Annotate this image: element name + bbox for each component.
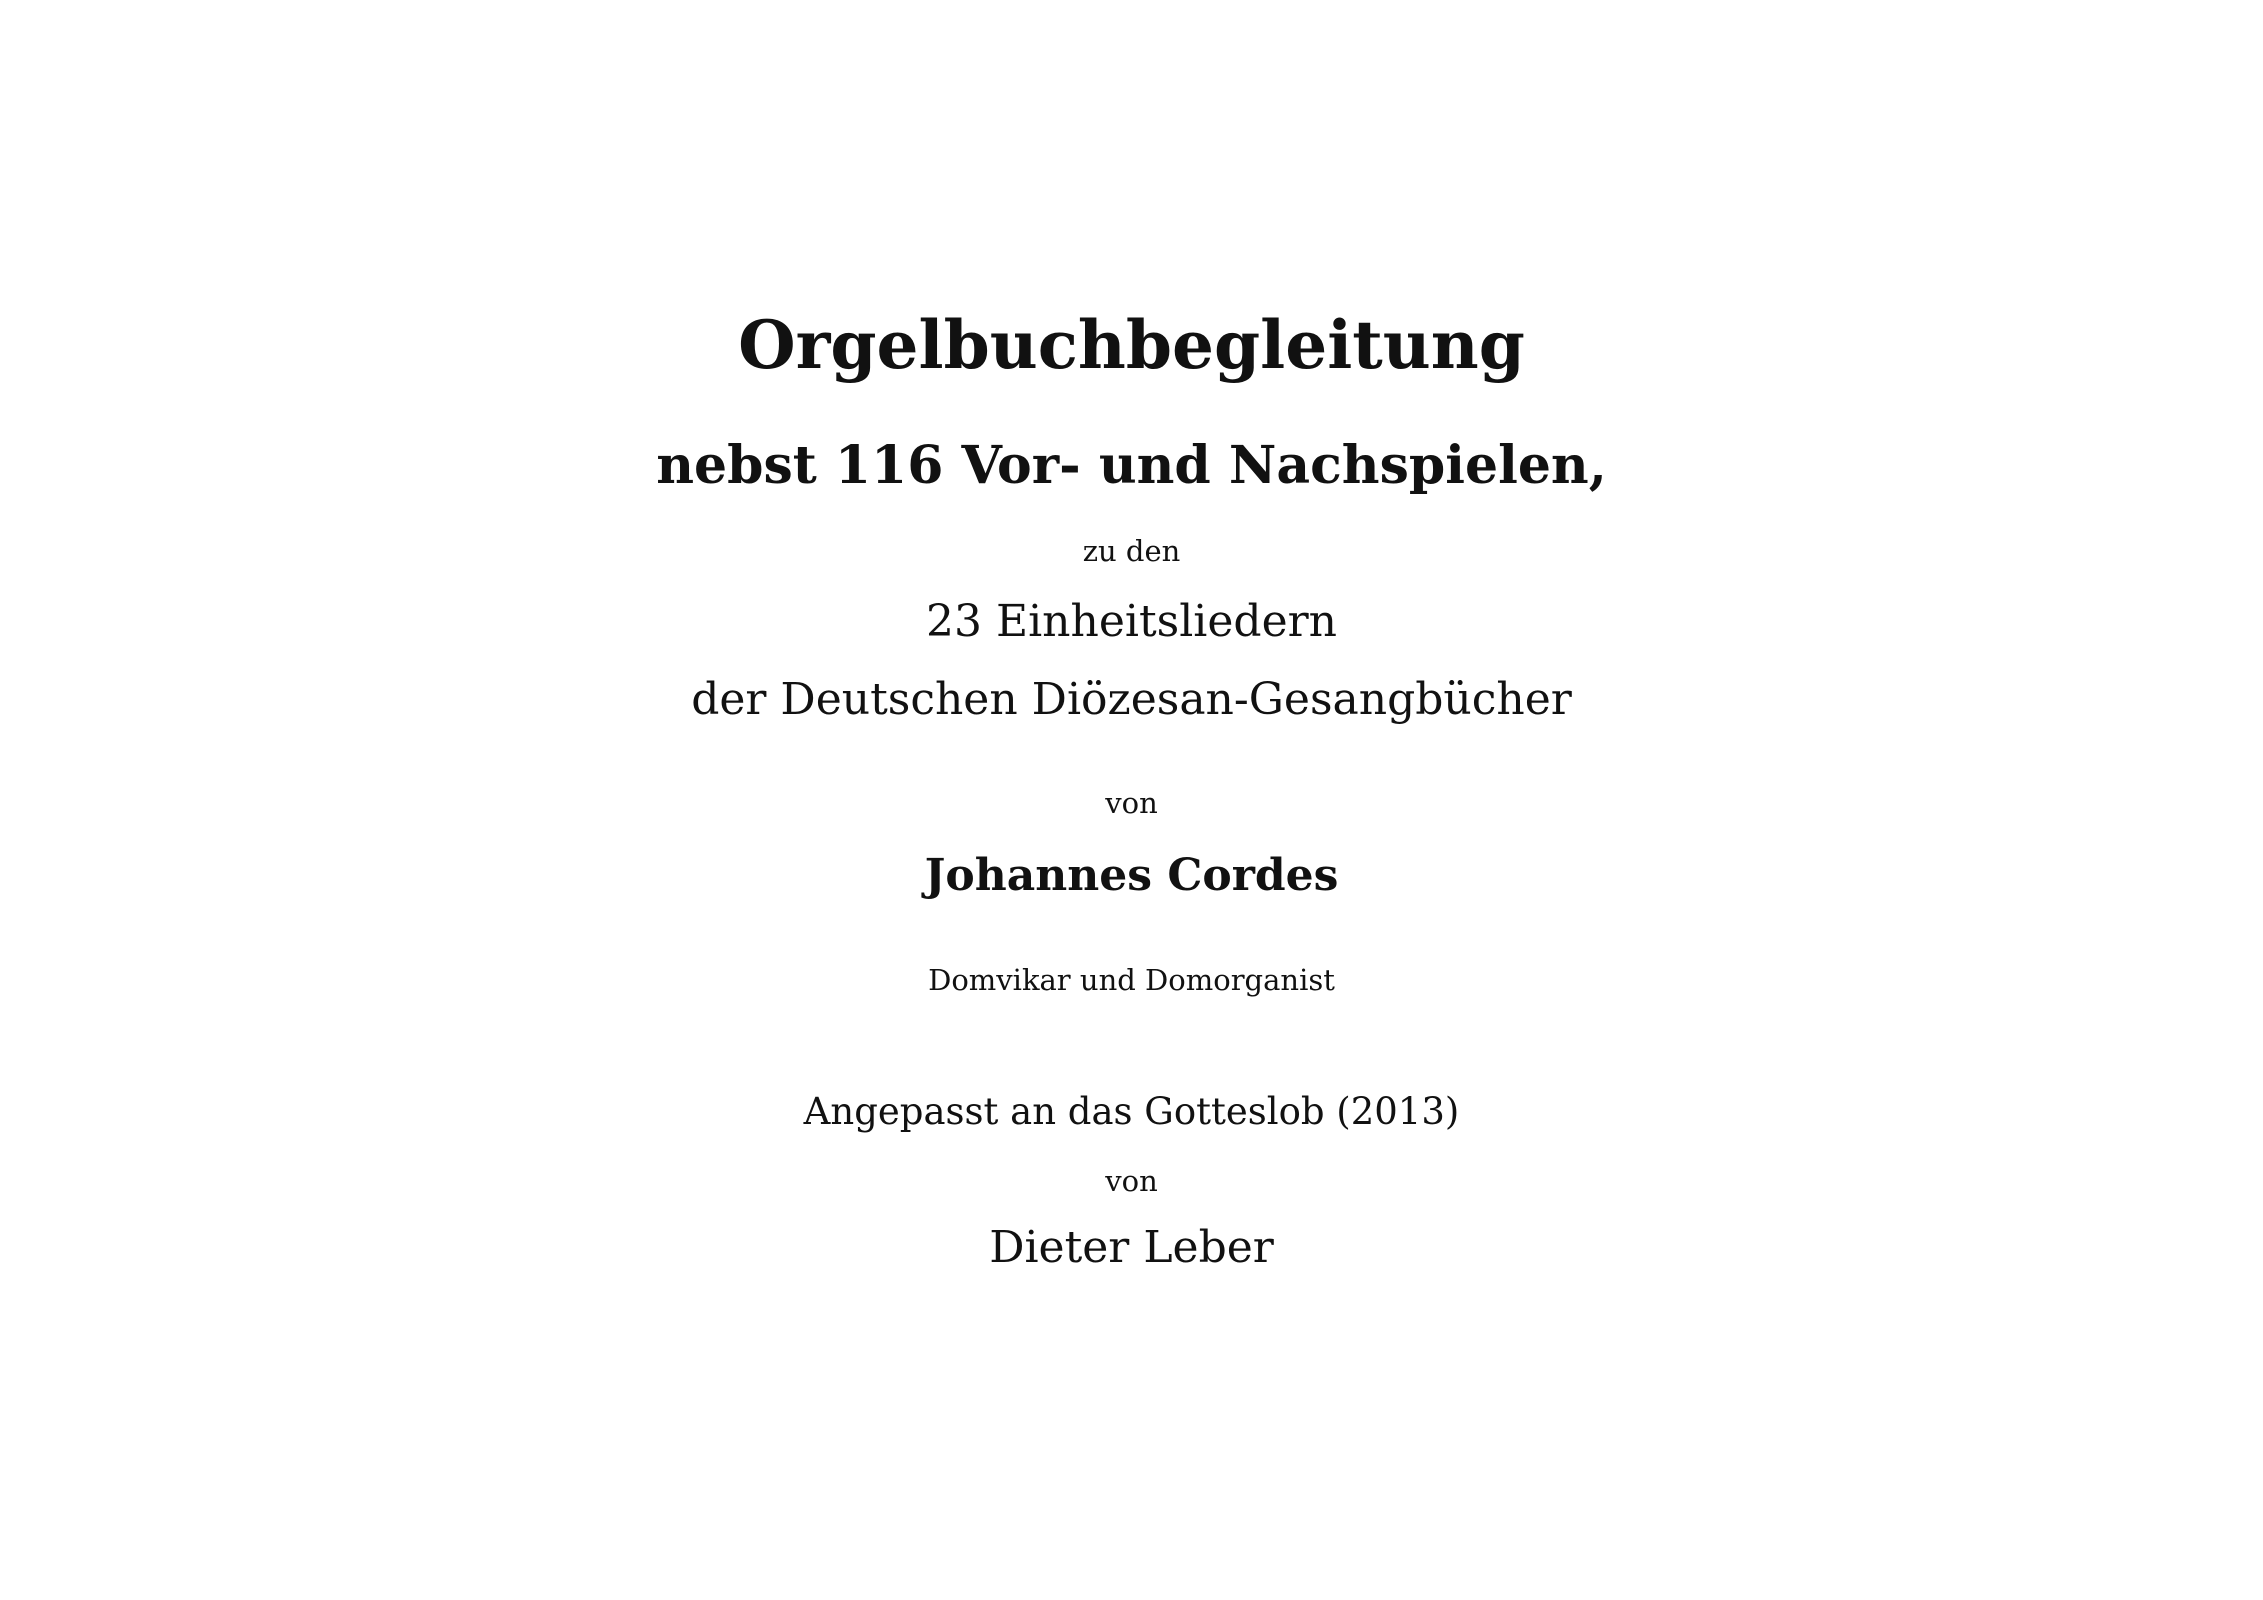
von-text-adapter: von — [1105, 1164, 1158, 1198]
book-subtitle: nebst 116 Vor- und Nachspielen, — [656, 435, 1607, 496]
gesangbuecher-line: der Deutschen Diözesan-Gesangbücher — [691, 674, 1572, 725]
adaptation-note: Angepasst an das Gotteslob (2013) — [803, 1090, 1460, 1133]
zu-den-text: zu den — [1082, 534, 1181, 568]
author-role: Domvikar und Domorganist — [928, 963, 1335, 997]
adapter-name: Dieter Leber — [989, 1222, 1274, 1273]
book-title: Orgelbuchbegleitung — [738, 306, 1525, 384]
author-name: Johannes Cordes — [924, 850, 1339, 901]
von-text-author: von — [1105, 786, 1158, 820]
einheitslieder-line: 23 Einheitsliedern — [926, 596, 1337, 647]
